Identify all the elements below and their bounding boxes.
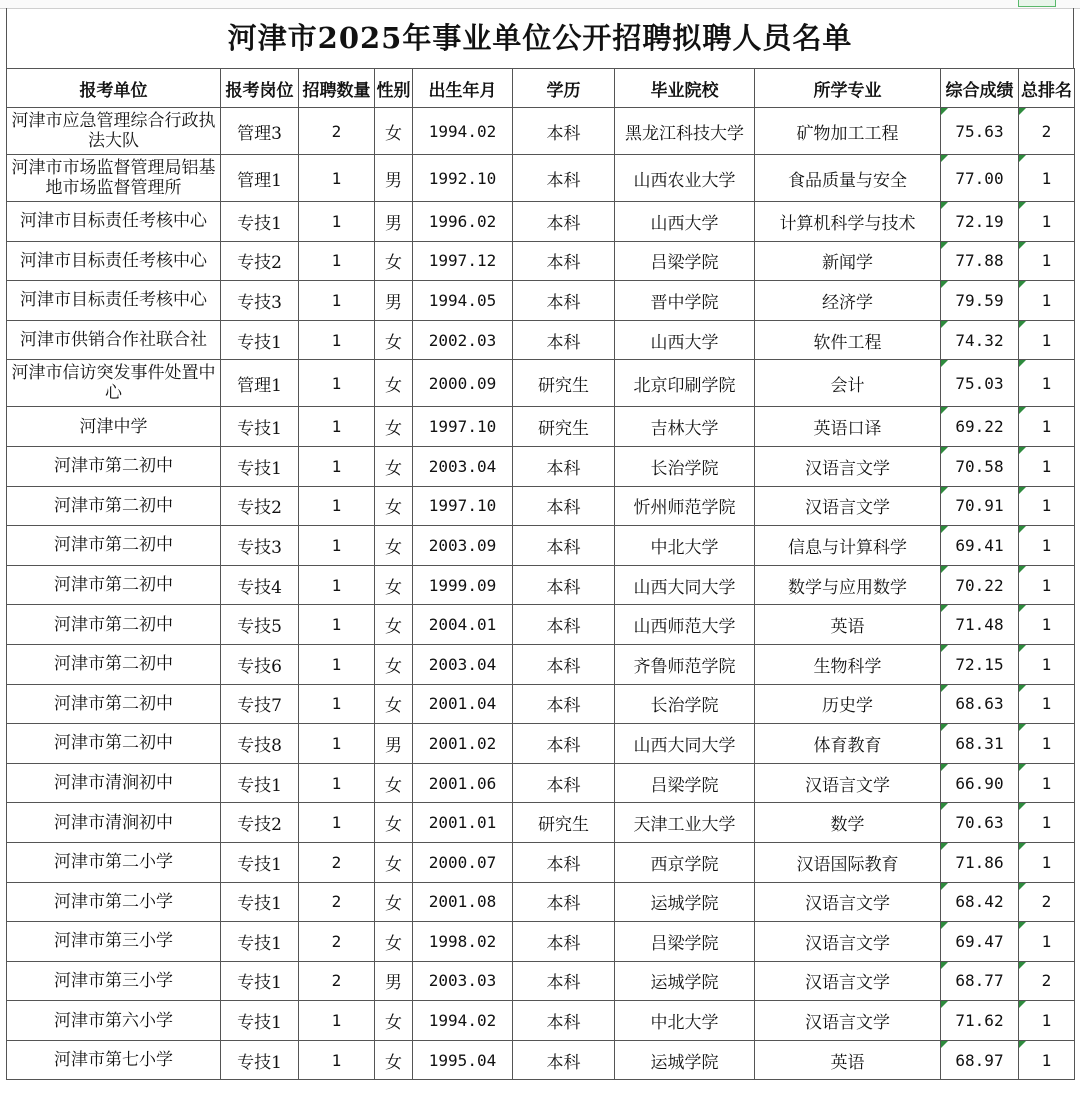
cell-gender[interactable]: 女 bbox=[375, 922, 413, 962]
cell-post[interactable]: 专技7 bbox=[221, 684, 299, 724]
cell-education[interactable]: 本科 bbox=[513, 1001, 615, 1041]
cell-major[interactable]: 汉语言文学 bbox=[755, 446, 941, 486]
header-quota[interactable]: 招聘数量 bbox=[299, 69, 375, 108]
cell-major[interactable]: 汉语言文学 bbox=[755, 882, 941, 922]
cell-gender[interactable]: 男 bbox=[375, 202, 413, 242]
cell-unit[interactable]: 河津市清涧初中 bbox=[7, 803, 221, 843]
cell-post[interactable]: 专技1 bbox=[221, 882, 299, 922]
header-post[interactable]: 报考岗位 bbox=[221, 69, 299, 108]
cell-rank[interactable]: 1 bbox=[1019, 241, 1075, 281]
table-row bbox=[7, 842, 1075, 882]
cell-unit[interactable]: 河津市第二小学 bbox=[7, 882, 221, 922]
cell-school[interactable]: 吕梁学院 bbox=[615, 241, 755, 281]
cell-quota[interactable]: 1 bbox=[299, 320, 375, 360]
cell-education[interactable]: 本科 bbox=[513, 202, 615, 242]
cell-rank[interactable]: 1 bbox=[1019, 763, 1075, 803]
cell-rank[interactable]: 1 bbox=[1019, 526, 1075, 566]
cell-rank[interactable]: 1 bbox=[1019, 1001, 1075, 1041]
cell-birth[interactable]: 1994.05 bbox=[413, 281, 513, 321]
table-row bbox=[7, 446, 1075, 486]
cell-major[interactable]: 矿物加工工程 bbox=[755, 108, 941, 155]
cell-gender[interactable]: 女 bbox=[375, 763, 413, 803]
cell-quota[interactable]: 1 bbox=[299, 1001, 375, 1041]
header-major[interactable]: 所学专业 bbox=[755, 69, 941, 108]
table-row bbox=[7, 241, 1075, 281]
cell-birth[interactable]: 2001.02 bbox=[413, 724, 513, 764]
cell-quota[interactable]: 1 bbox=[299, 684, 375, 724]
cell-quota[interactable]: 1 bbox=[299, 526, 375, 566]
cell-education[interactable]: 本科 bbox=[513, 486, 615, 526]
cell-rank[interactable]: 1 bbox=[1019, 684, 1075, 724]
cell-major[interactable]: 汉语言文学 bbox=[755, 961, 941, 1001]
cell-birth[interactable]: 1997.10 bbox=[413, 486, 513, 526]
cell-major[interactable]: 软件工程 bbox=[755, 320, 941, 360]
cell-post[interactable]: 专技2 bbox=[221, 486, 299, 526]
cell-major[interactable]: 汉语言文学 bbox=[755, 486, 941, 526]
cell-education[interactable]: 本科 bbox=[513, 882, 615, 922]
cell-score[interactable]: 68.31 bbox=[941, 724, 1019, 764]
table-row bbox=[7, 763, 1075, 803]
cell-rank[interactable]: 1 bbox=[1019, 803, 1075, 843]
cell-quota[interactable]: 1 bbox=[299, 155, 375, 202]
cell-rank[interactable]: 1 bbox=[1019, 724, 1075, 764]
cell-education[interactable]: 研究生 bbox=[513, 407, 615, 447]
cell-rank[interactable]: 2 bbox=[1019, 882, 1075, 922]
cell-education[interactable]: 本科 bbox=[513, 842, 615, 882]
cell-school[interactable]: 吕梁学院 bbox=[615, 763, 755, 803]
cell-quota[interactable]: 1 bbox=[299, 281, 375, 321]
cell-school[interactable]: 山西大同大学 bbox=[615, 724, 755, 764]
cell-quota[interactable]: 1 bbox=[299, 446, 375, 486]
cell-unit[interactable]: 河津市第二小学 bbox=[7, 842, 221, 882]
table-row bbox=[7, 1001, 1075, 1041]
cell-score[interactable]: 77.00 bbox=[941, 155, 1019, 202]
cell-post[interactable]: 专技1 bbox=[221, 961, 299, 1001]
cell-score[interactable]: 69.41 bbox=[941, 526, 1019, 566]
cell-quota[interactable]: 2 bbox=[299, 922, 375, 962]
cell-birth[interactable]: 1995.04 bbox=[413, 1040, 513, 1080]
cell-quota[interactable]: 2 bbox=[299, 842, 375, 882]
header-rank[interactable]: 总排名 bbox=[1019, 69, 1075, 108]
cell-quota[interactable]: 2 bbox=[299, 108, 375, 155]
cell-score[interactable]: 74.32 bbox=[941, 320, 1019, 360]
cell-score[interactable]: 79.59 bbox=[941, 281, 1019, 321]
cell-quota[interactable]: 1 bbox=[299, 407, 375, 447]
cell-post[interactable]: 管理1 bbox=[221, 155, 299, 202]
cell-rank[interactable]: 2 bbox=[1019, 961, 1075, 1001]
cell-education[interactable]: 本科 bbox=[513, 922, 615, 962]
cell-school[interactable]: 中北大学 bbox=[615, 1001, 755, 1041]
cell-major[interactable]: 英语 bbox=[755, 1040, 941, 1080]
cell-post[interactable]: 专技1 bbox=[221, 842, 299, 882]
cell-gender[interactable]: 女 bbox=[375, 360, 413, 407]
cell-quota[interactable]: 1 bbox=[299, 644, 375, 684]
table-row bbox=[7, 526, 1075, 566]
cell-birth[interactable]: 2003.04 bbox=[413, 446, 513, 486]
table-row bbox=[7, 922, 1075, 962]
cell-score[interactable]: 72.15 bbox=[941, 644, 1019, 684]
cell-school[interactable]: 山西大学 bbox=[615, 320, 755, 360]
cell-score[interactable]: 69.22 bbox=[941, 407, 1019, 447]
cell-major[interactable]: 信息与计算科学 bbox=[755, 526, 941, 566]
cell-education[interactable]: 本科 bbox=[513, 724, 615, 764]
cell-rank[interactable]: 1 bbox=[1019, 360, 1075, 407]
cell-rank[interactable]: 1 bbox=[1019, 565, 1075, 605]
cell-birth[interactable]: 1996.02 bbox=[413, 202, 513, 242]
cell-birth[interactable]: 2002.03 bbox=[413, 320, 513, 360]
table-row bbox=[7, 202, 1075, 242]
cell-gender[interactable]: 女 bbox=[375, 882, 413, 922]
cell-score[interactable]: 71.48 bbox=[941, 605, 1019, 645]
cell-post[interactable]: 专技2 bbox=[221, 241, 299, 281]
table-row bbox=[7, 803, 1075, 843]
cell-score[interactable]: 68.97 bbox=[941, 1040, 1019, 1080]
cell-unit[interactable]: 河津市第二初中 bbox=[7, 565, 221, 605]
table-row bbox=[7, 644, 1075, 684]
cell-unit[interactable]: 河津市清涧初中 bbox=[7, 763, 221, 803]
cell-major[interactable]: 新闻学 bbox=[755, 241, 941, 281]
cell-school[interactable]: 长治学院 bbox=[615, 684, 755, 724]
table-row bbox=[7, 565, 1075, 605]
cell-rank[interactable]: 1 bbox=[1019, 202, 1075, 242]
cell-school[interactable]: 中北大学 bbox=[615, 526, 755, 566]
cell-major[interactable]: 历史学 bbox=[755, 684, 941, 724]
table-row bbox=[7, 684, 1075, 724]
cell-gender[interactable]: 男 bbox=[375, 281, 413, 321]
cell-major[interactable]: 数学 bbox=[755, 803, 941, 843]
cell-unit[interactable]: 河津市供销合作社联合社 bbox=[7, 320, 221, 360]
cell-gender[interactable]: 女 bbox=[375, 803, 413, 843]
cell-gender[interactable]: 女 bbox=[375, 605, 413, 645]
cell-education[interactable]: 本科 bbox=[513, 446, 615, 486]
cell-score[interactable]: 68.63 bbox=[941, 684, 1019, 724]
cell-rank[interactable]: 1 bbox=[1019, 486, 1075, 526]
cell-major[interactable]: 汉语言文学 bbox=[755, 1001, 941, 1041]
cell-major[interactable]: 数学与应用数学 bbox=[755, 565, 941, 605]
cell-post[interactable]: 专技3 bbox=[221, 526, 299, 566]
cell-major[interactable]: 汉语国际教育 bbox=[755, 842, 941, 882]
cell-gender[interactable]: 女 bbox=[375, 644, 413, 684]
selected-cell-corner bbox=[1018, 0, 1056, 7]
cell-rank[interactable]: 1 bbox=[1019, 922, 1075, 962]
cell-gender[interactable]: 男 bbox=[375, 724, 413, 764]
cell-unit[interactable]: 河津市第三小学 bbox=[7, 922, 221, 962]
cell-school[interactable]: 山西大同大学 bbox=[615, 565, 755, 605]
cell-rank[interactable]: 1 bbox=[1019, 605, 1075, 645]
cell-school[interactable]: 长治学院 bbox=[615, 446, 755, 486]
cell-school[interactable]: 忻州师范学院 bbox=[615, 486, 755, 526]
cell-major[interactable]: 英语 bbox=[755, 605, 941, 645]
cell-quota[interactable]: 1 bbox=[299, 605, 375, 645]
cell-score[interactable]: 75.03 bbox=[941, 360, 1019, 407]
cell-quota[interactable]: 1 bbox=[299, 763, 375, 803]
cell-school[interactable]: 吕梁学院 bbox=[615, 922, 755, 962]
cell-education[interactable]: 本科 bbox=[513, 605, 615, 645]
cell-school[interactable]: 晋中学院 bbox=[615, 281, 755, 321]
table-row bbox=[7, 320, 1075, 360]
table-row bbox=[7, 1040, 1075, 1080]
cell-gender[interactable]: 女 bbox=[375, 842, 413, 882]
cell-school[interactable]: 运城学院 bbox=[615, 882, 755, 922]
cell-school[interactable]: 黑龙江科技大学 bbox=[615, 108, 755, 155]
cell-gender[interactable]: 女 bbox=[375, 565, 413, 605]
cell-gender[interactable]: 女 bbox=[375, 486, 413, 526]
cell-education[interactable]: 本科 bbox=[513, 684, 615, 724]
cell-major[interactable]: 生物科学 bbox=[755, 644, 941, 684]
cell-unit[interactable]: 河津市应急管理综合行政执法大队 bbox=[7, 108, 221, 155]
cell-education[interactable]: 本科 bbox=[513, 526, 615, 566]
table-row bbox=[7, 407, 1075, 447]
cell-school[interactable]: 山西师范大学 bbox=[615, 605, 755, 645]
cell-major[interactable]: 体育教育 bbox=[755, 724, 941, 764]
cell-quota[interactable]: 1 bbox=[299, 486, 375, 526]
cell-major[interactable]: 汉语言文学 bbox=[755, 922, 941, 962]
cell-unit[interactable]: 河津市信访突发事件处置中心 bbox=[7, 360, 221, 407]
cell-unit[interactable]: 河津市第二初中 bbox=[7, 526, 221, 566]
table-row bbox=[7, 882, 1075, 922]
table-row bbox=[7, 486, 1075, 526]
cell-unit[interactable]: 河津市第二初中 bbox=[7, 724, 221, 764]
cell-birth[interactable]: 1994.02 bbox=[413, 108, 513, 155]
cell-education[interactable]: 本科 bbox=[513, 644, 615, 684]
cell-education[interactable]: 研究生 bbox=[513, 803, 615, 843]
cell-education[interactable]: 本科 bbox=[513, 763, 615, 803]
cell-post[interactable]: 专技1 bbox=[221, 202, 299, 242]
cell-quota[interactable]: 1 bbox=[299, 565, 375, 605]
cell-education[interactable]: 本科 bbox=[513, 108, 615, 155]
cell-birth[interactable]: 1999.09 bbox=[413, 565, 513, 605]
cell-birth[interactable]: 2003.09 bbox=[413, 526, 513, 566]
cell-school[interactable]: 齐鲁师范学院 bbox=[615, 644, 755, 684]
header-score[interactable]: 综合成绩 bbox=[941, 69, 1019, 108]
cell-education[interactable]: 研究生 bbox=[513, 360, 615, 407]
cell-gender[interactable]: 女 bbox=[375, 407, 413, 447]
cell-quota[interactable]: 2 bbox=[299, 882, 375, 922]
cell-rank[interactable]: 2 bbox=[1019, 108, 1075, 155]
cell-education[interactable]: 本科 bbox=[513, 961, 615, 1001]
cell-post[interactable]: 管理1 bbox=[221, 360, 299, 407]
cell-education[interactable]: 本科 bbox=[513, 565, 615, 605]
cell-post[interactable]: 专技3 bbox=[221, 281, 299, 321]
cell-score[interactable]: 70.22 bbox=[941, 565, 1019, 605]
cell-major[interactable]: 会计 bbox=[755, 360, 941, 407]
cell-birth[interactable]: 1997.10 bbox=[413, 407, 513, 447]
header-unit[interactable]: 报考单位 bbox=[7, 69, 221, 108]
cell-unit[interactable]: 河津市市场监督管理局铝基地市场监督管理所 bbox=[7, 155, 221, 202]
cell-score[interactable]: 70.58 bbox=[941, 446, 1019, 486]
header-gender[interactable]: 性别 bbox=[375, 69, 413, 108]
header-birth[interactable]: 出生年月 bbox=[413, 69, 513, 108]
cell-score[interactable]: 75.63 bbox=[941, 108, 1019, 155]
cell-post[interactable]: 专技1 bbox=[221, 407, 299, 447]
cell-school[interactable]: 西京学院 bbox=[615, 842, 755, 882]
cell-gender[interactable]: 女 bbox=[375, 108, 413, 155]
cell-score[interactable]: 71.62 bbox=[941, 1001, 1019, 1041]
table-row bbox=[7, 605, 1075, 645]
cell-unit[interactable]: 河津市第六小学 bbox=[7, 1001, 221, 1041]
cell-rank[interactable]: 1 bbox=[1019, 842, 1075, 882]
cell-gender[interactable]: 男 bbox=[375, 155, 413, 202]
cell-birth[interactable]: 2001.01 bbox=[413, 803, 513, 843]
cell-gender[interactable]: 女 bbox=[375, 1040, 413, 1080]
cell-quota[interactable]: 1 bbox=[299, 202, 375, 242]
cell-education[interactable]: 本科 bbox=[513, 241, 615, 281]
cell-gender[interactable]: 男 bbox=[375, 961, 413, 1001]
table-row bbox=[7, 155, 1075, 202]
cell-rank[interactable]: 1 bbox=[1019, 155, 1075, 202]
cell-major[interactable]: 英语口译 bbox=[755, 407, 941, 447]
cell-post[interactable]: 专技1 bbox=[221, 1001, 299, 1041]
cell-gender[interactable]: 女 bbox=[375, 446, 413, 486]
cell-birth[interactable]: 2000.07 bbox=[413, 842, 513, 882]
cell-rank[interactable]: 1 bbox=[1019, 407, 1075, 447]
cell-school[interactable]: 天津工业大学 bbox=[615, 803, 755, 843]
table-row bbox=[7, 724, 1075, 764]
cell-school[interactable]: 山西大学 bbox=[615, 202, 755, 242]
cell-rank[interactable]: 1 bbox=[1019, 644, 1075, 684]
cell-post[interactable]: 专技1 bbox=[221, 1040, 299, 1080]
cell-gender[interactable]: 女 bbox=[375, 320, 413, 360]
cell-school[interactable]: 运城学院 bbox=[615, 961, 755, 1001]
cell-post[interactable]: 专技1 bbox=[221, 446, 299, 486]
cell-school[interactable]: 吉林大学 bbox=[615, 407, 755, 447]
cell-birth[interactable]: 1994.02 bbox=[413, 1001, 513, 1041]
cell-post[interactable]: 专技2 bbox=[221, 803, 299, 843]
cell-birth[interactable]: 1992.10 bbox=[413, 155, 513, 202]
cell-major[interactable]: 汉语言文学 bbox=[755, 763, 941, 803]
cell-unit[interactable]: 河津市第二初中 bbox=[7, 446, 221, 486]
table-row bbox=[7, 108, 1075, 155]
cell-birth[interactable]: 1998.02 bbox=[413, 922, 513, 962]
cell-post[interactable]: 专技8 bbox=[221, 724, 299, 764]
table-header-row bbox=[7, 69, 1075, 108]
cell-score[interactable]: 71.86 bbox=[941, 842, 1019, 882]
cell-birth[interactable]: 2003.03 bbox=[413, 961, 513, 1001]
cell-unit[interactable]: 河津市目标责任考核中心 bbox=[7, 281, 221, 321]
cell-quota[interactable]: 1 bbox=[299, 803, 375, 843]
cell-score[interactable]: 68.77 bbox=[941, 961, 1019, 1001]
cell-school[interactable]: 山西农业大学 bbox=[615, 155, 755, 202]
page-title: 河津市2025年事业单位公开招聘拟聘人员名单 bbox=[6, 8, 1074, 68]
cell-major[interactable]: 经济学 bbox=[755, 281, 941, 321]
cell-major[interactable]: 食品质量与安全 bbox=[755, 155, 941, 202]
cell-school[interactable]: 运城学院 bbox=[615, 1040, 755, 1080]
cell-score[interactable]: 68.42 bbox=[941, 882, 1019, 922]
cell-birth[interactable]: 2001.08 bbox=[413, 882, 513, 922]
cell-quota[interactable]: 1 bbox=[299, 360, 375, 407]
cell-birth[interactable]: 1997.12 bbox=[413, 241, 513, 281]
cell-score[interactable]: 72.19 bbox=[941, 202, 1019, 242]
cell-post[interactable]: 专技5 bbox=[221, 605, 299, 645]
cell-unit[interactable]: 河津中学 bbox=[7, 407, 221, 447]
cell-major[interactable]: 计算机科学与技术 bbox=[755, 202, 941, 242]
cell-score[interactable]: 77.88 bbox=[941, 241, 1019, 281]
cell-birth[interactable]: 2001.04 bbox=[413, 684, 513, 724]
cell-birth[interactable]: 2001.06 bbox=[413, 763, 513, 803]
cell-birth[interactable]: 2000.09 bbox=[413, 360, 513, 407]
cell-post[interactable]: 专技1 bbox=[221, 922, 299, 962]
cell-quota[interactable]: 1 bbox=[299, 241, 375, 281]
cell-education[interactable]: 本科 bbox=[513, 1040, 615, 1080]
cell-score[interactable]: 70.63 bbox=[941, 803, 1019, 843]
cell-gender[interactable]: 女 bbox=[375, 241, 413, 281]
cell-education[interactable]: 本科 bbox=[513, 320, 615, 360]
recruitment-table bbox=[6, 68, 1075, 1080]
cell-unit[interactable]: 河津市目标责任考核中心 bbox=[7, 241, 221, 281]
cell-score[interactable]: 69.47 bbox=[941, 922, 1019, 962]
cell-gender[interactable]: 女 bbox=[375, 1001, 413, 1041]
cell-birth[interactable]: 2004.01 bbox=[413, 605, 513, 645]
cell-birth[interactable]: 2003.04 bbox=[413, 644, 513, 684]
cell-rank[interactable]: 1 bbox=[1019, 320, 1075, 360]
cell-unit[interactable]: 河津市第七小学 bbox=[7, 1040, 221, 1080]
cell-post[interactable]: 专技1 bbox=[221, 320, 299, 360]
spreadsheet-sheet bbox=[6, 8, 1074, 1080]
cell-gender[interactable]: 女 bbox=[375, 684, 413, 724]
table-row bbox=[7, 961, 1075, 1001]
cell-rank[interactable]: 1 bbox=[1019, 1040, 1075, 1080]
cell-unit[interactable]: 河津市第三小学 bbox=[7, 961, 221, 1001]
cell-education[interactable]: 本科 bbox=[513, 281, 615, 321]
cell-gender[interactable]: 女 bbox=[375, 526, 413, 566]
cell-post[interactable]: 管理3 bbox=[221, 108, 299, 155]
cell-school[interactable]: 北京印刷学院 bbox=[615, 360, 755, 407]
cell-rank[interactable]: 1 bbox=[1019, 446, 1075, 486]
cell-unit[interactable]: 河津市第二初中 bbox=[7, 605, 221, 645]
cell-education[interactable]: 本科 bbox=[513, 155, 615, 202]
cell-unit[interactable]: 河津市第二初中 bbox=[7, 684, 221, 724]
table-body bbox=[7, 108, 1075, 1080]
header-school[interactable]: 毕业院校 bbox=[615, 69, 755, 108]
cell-unit[interactable]: 河津市第二初中 bbox=[7, 486, 221, 526]
cell-post[interactable]: 专技1 bbox=[221, 763, 299, 803]
cell-unit[interactable]: 河津市第二初中 bbox=[7, 644, 221, 684]
cell-quota[interactable]: 1 bbox=[299, 724, 375, 764]
table-row bbox=[7, 281, 1075, 321]
cell-quota[interactable]: 1 bbox=[299, 1040, 375, 1080]
table-row bbox=[7, 360, 1075, 407]
cell-score[interactable]: 70.91 bbox=[941, 486, 1019, 526]
cell-rank[interactable]: 1 bbox=[1019, 281, 1075, 321]
header-education[interactable]: 学历 bbox=[513, 69, 615, 108]
cell-post[interactable]: 专技4 bbox=[221, 565, 299, 605]
cell-score[interactable]: 66.90 bbox=[941, 763, 1019, 803]
cell-unit[interactable]: 河津市目标责任考核中心 bbox=[7, 202, 221, 242]
cell-quota[interactable]: 2 bbox=[299, 961, 375, 1001]
cell-post[interactable]: 专技6 bbox=[221, 644, 299, 684]
